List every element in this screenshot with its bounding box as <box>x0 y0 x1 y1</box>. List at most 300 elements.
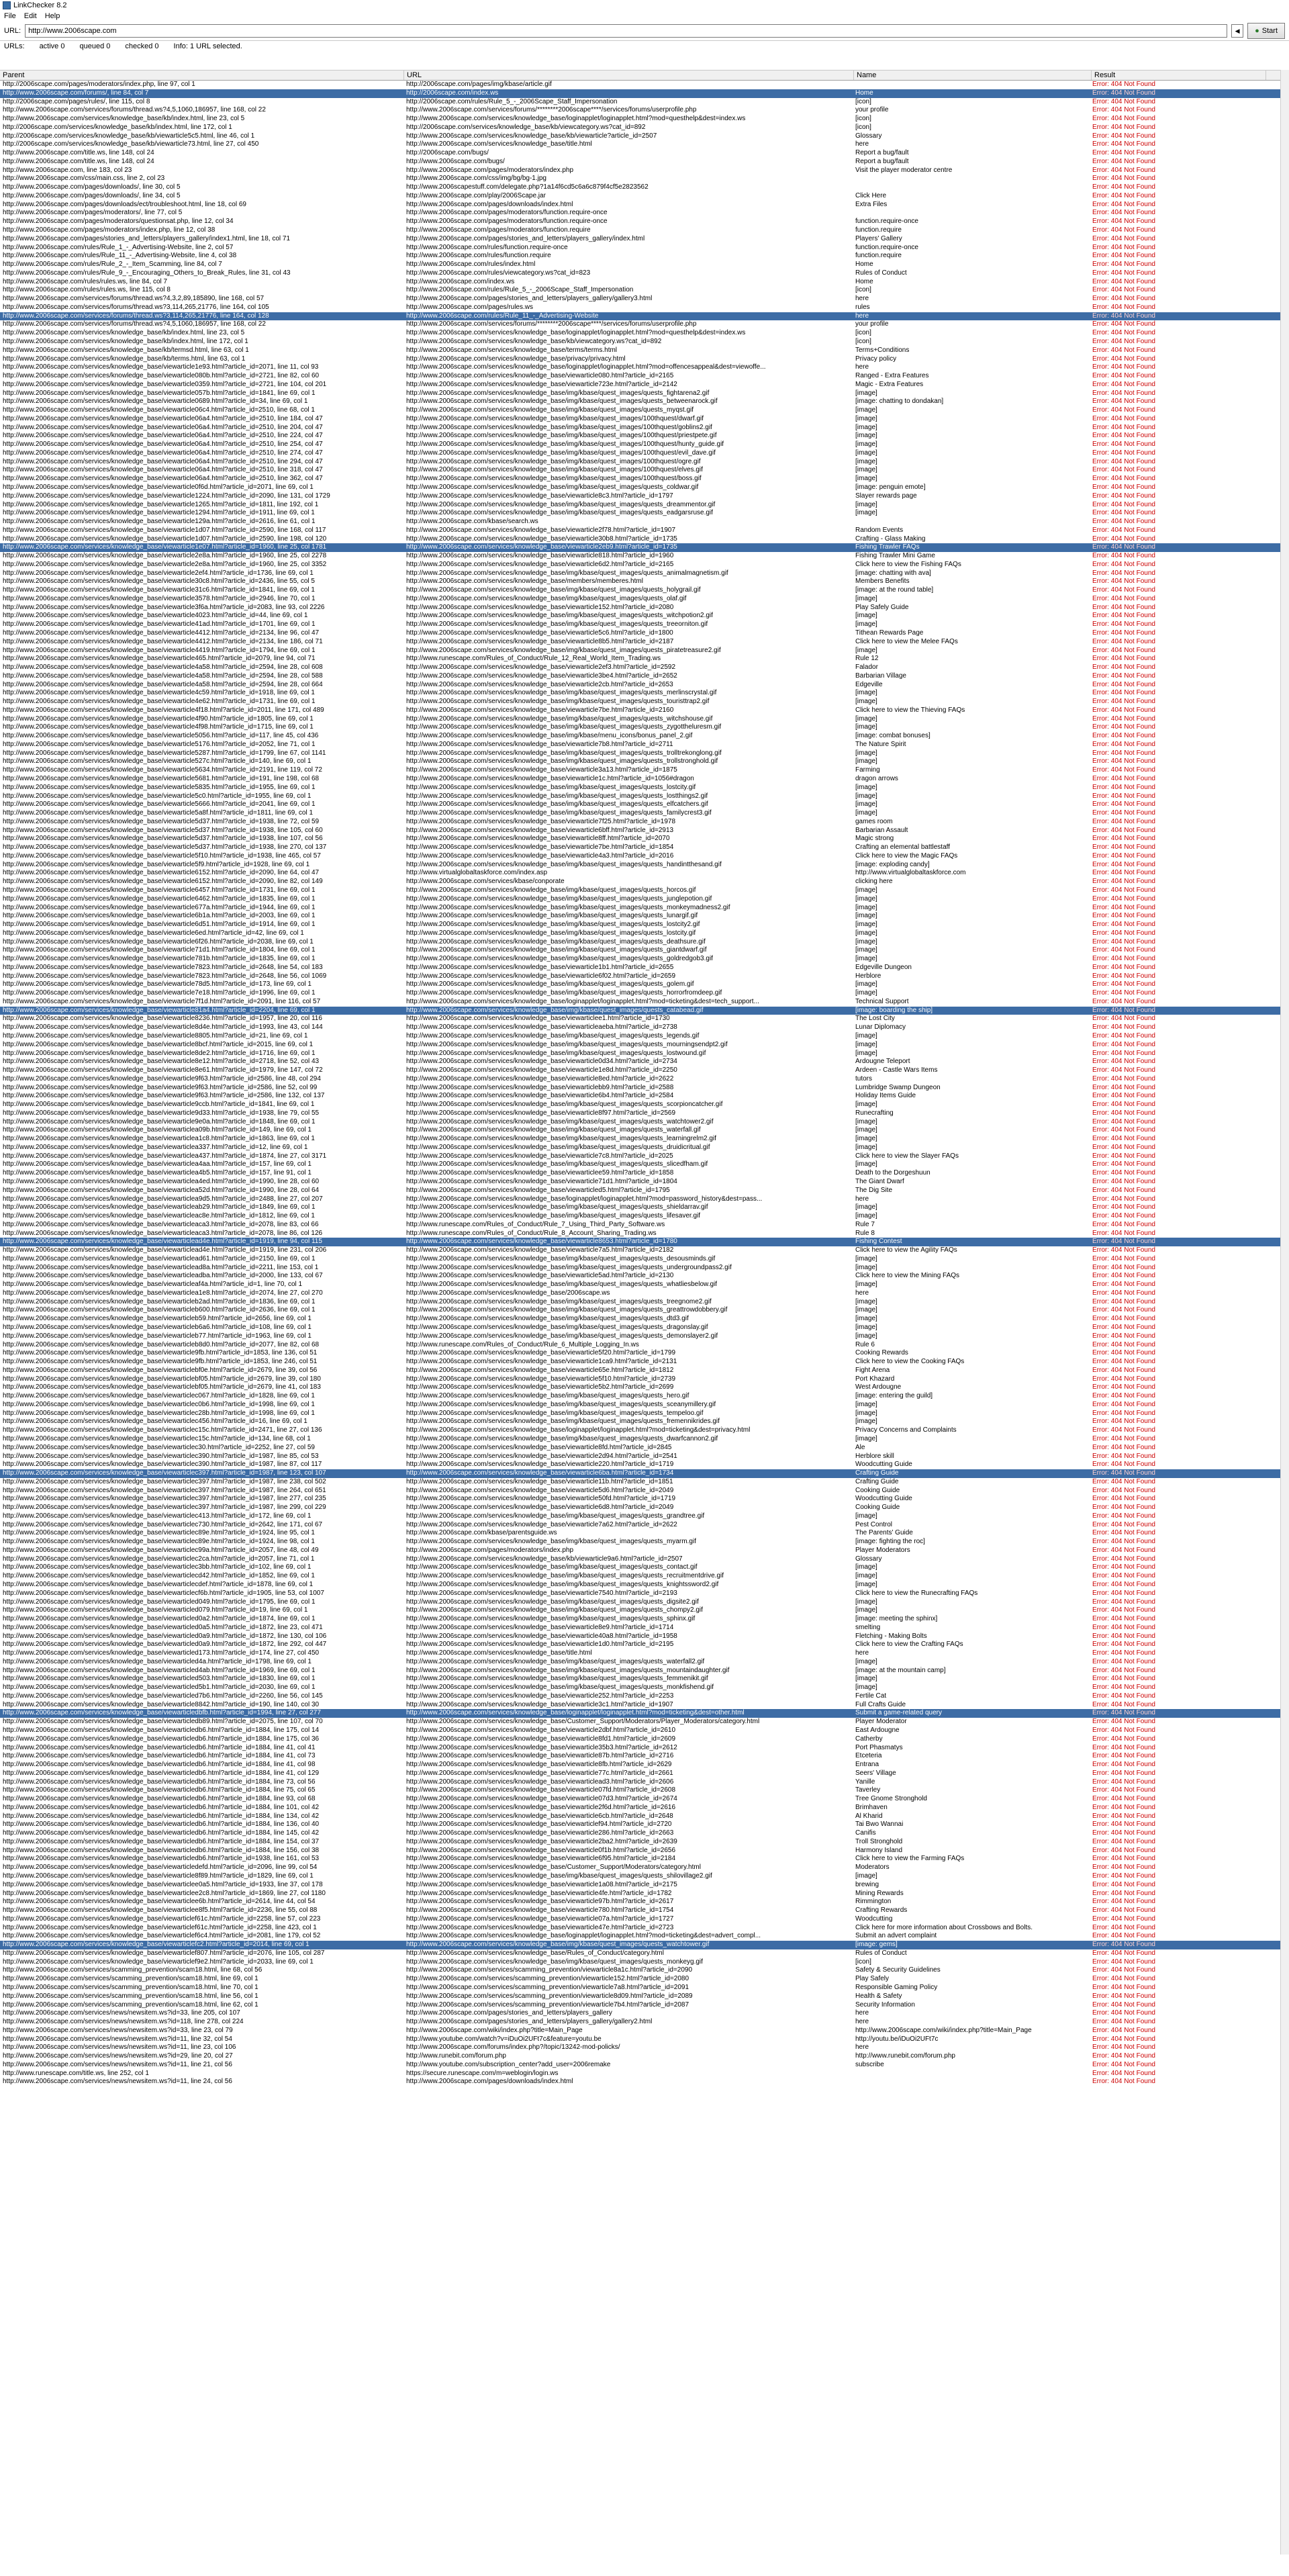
table-row[interactable] <box>0 2009 1289 2018</box>
table-row[interactable] <box>0 183 1289 192</box>
cell-result: Error: 404 Not Found <box>1092 1538 1155 1546</box>
table-row[interactable] <box>0 561 1289 569</box>
cell-result: Error: 404 Not Found <box>1092 175 1155 183</box>
cell-url: http://www.2006scape.com/services/knowledge_base/img/kbase/quest_images/quests_lostcity.gif <box>406 929 696 937</box>
table-row[interactable] <box>0 552 1289 561</box>
column-header-parent[interactable]: Parent <box>0 71 404 80</box>
table-row[interactable] <box>0 1992 1289 2001</box>
table-row[interactable] <box>0 1315 1289 1324</box>
table-row[interactable] <box>0 1632 1289 1641</box>
cell-name: [image] <box>855 1324 877 1332</box>
table-row[interactable] <box>0 1169 1289 1178</box>
table-row[interactable] <box>0 1821 1289 1829</box>
table-row[interactable] <box>0 1469 1289 1478</box>
table-row[interactable] <box>0 1769 1289 1778</box>
table-row[interactable] <box>0 1512 1289 1521</box>
table-row[interactable] <box>0 912 1289 921</box>
table-row[interactable] <box>0 320 1289 329</box>
table-row[interactable] <box>0 1135 1289 1144</box>
table-row[interactable] <box>0 329 1289 338</box>
table-row[interactable] <box>0 706 1289 715</box>
table-row[interactable] <box>0 604 1289 612</box>
table-row[interactable] <box>0 1521 1289 1530</box>
table-row[interactable] <box>0 1298 1289 1307</box>
table-row[interactable] <box>0 526 1289 535</box>
cell-url: http://www.2006scape.com/services/knowledge_base/viewarticle080.html?article_id=2165 <box>406 372 674 380</box>
cell-result: Error: 404 Not Found <box>1092 132 1155 140</box>
table-row[interactable] <box>0 741 1289 749</box>
table-row[interactable] <box>0 1675 1289 1684</box>
table-row[interactable] <box>0 1547 1289 1555</box>
table-row[interactable] <box>0 269 1289 278</box>
table-row[interactable] <box>0 1203 1289 1212</box>
cell-result: Error: 404 Not Found <box>1092 1666 1155 1674</box>
table-row[interactable] <box>0 1178 1289 1187</box>
cell-parent: http://www.2006scape.com/services/knowledge_base/viewarticlec28b.html?article_id=1998, line 69, col 1 <box>3 1409 315 1417</box>
table-row[interactable] <box>0 595 1289 604</box>
table-row[interactable] <box>0 1324 1289 1332</box>
table-row[interactable] <box>0 1238 1289 1246</box>
table-row[interactable] <box>0 998 1289 1007</box>
table-row[interactable] <box>0 1410 1289 1418</box>
table-row[interactable] <box>0 869 1289 878</box>
table-row[interactable] <box>0 492 1289 501</box>
table-row[interactable] <box>0 672 1289 681</box>
table-row[interactable] <box>0 218 1289 226</box>
table-row[interactable] <box>0 929 1289 938</box>
url-input[interactable] <box>25 24 1227 38</box>
vertical-scrollbar[interactable] <box>1280 70 1289 2555</box>
menu-edit[interactable]: Edit <box>23 12 37 20</box>
table-row[interactable] <box>0 809 1289 818</box>
table-row[interactable] <box>0 1023 1289 1032</box>
table-row[interactable] <box>0 2018 1289 2027</box>
table-row[interactable] <box>0 415 1289 424</box>
table-row[interactable] <box>0 689 1289 698</box>
table-row[interactable] <box>0 1881 1289 1890</box>
table-row[interactable] <box>0 1444 1289 1453</box>
table-row[interactable] <box>0 757 1289 766</box>
cell-url: http://www.2006scape.com/services/knowledge_base/viewarticle7be.html?article_id=1854 <box>406 843 674 852</box>
table-row[interactable] <box>0 663 1289 672</box>
table-row[interactable] <box>0 1941 1289 1949</box>
table-row[interactable] <box>0 723 1289 732</box>
table-row[interactable] <box>0 1435 1289 1444</box>
table-row[interactable] <box>0 1649 1289 1658</box>
table-row[interactable] <box>0 1658 1289 1667</box>
table-row[interactable] <box>0 2061 1289 2070</box>
table-row[interactable] <box>0 1306 1289 1315</box>
table-row[interactable] <box>0 1786 1289 1795</box>
table-row[interactable] <box>0 852 1289 861</box>
table-row[interactable] <box>0 878 1289 886</box>
cell-name: [image] <box>855 1563 877 1571</box>
table-row[interactable] <box>0 792 1289 801</box>
table-row[interactable] <box>0 938 1289 947</box>
cell-parent: http://www.2006scape.com/services/knowledge_base/viewarticle8e61.html?article_id=1979, line 147, col 72 <box>3 1066 323 1074</box>
table-row[interactable] <box>0 175 1289 183</box>
table-row[interactable] <box>0 2027 1289 2035</box>
table-row[interactable] <box>0 586 1289 595</box>
table-row[interactable] <box>0 1195 1289 1204</box>
table-row[interactable] <box>0 363 1289 372</box>
table-row[interactable] <box>0 1041 1289 1050</box>
table-row[interactable] <box>0 1478 1289 1487</box>
cell-url: http://www.2006scape.com/services/knowledge_base/viewarticle1e8d.html?article_id=2250 <box>406 1066 677 1074</box>
table-row[interactable] <box>0 1289 1289 1298</box>
table-row[interactable] <box>0 1563 1289 1572</box>
table-row[interactable] <box>0 1692 1289 1701</box>
table-row[interactable] <box>0 1949 1289 1958</box>
cell-name <box>853 518 1090 526</box>
cell-name: here <box>855 2009 869 2017</box>
table-row[interactable] <box>0 1847 1289 1855</box>
table-row[interactable] <box>0 261 1289 269</box>
table-row[interactable] <box>0 2070 1289 2078</box>
cell-result: Error: 404 Not Found <box>1092 1512 1155 1520</box>
table-row[interactable] <box>0 1761 1289 1769</box>
table-row[interactable] <box>0 681 1289 690</box>
table-row[interactable] <box>0 1598 1289 1607</box>
table-row[interactable] <box>0 904 1289 913</box>
table-row[interactable] <box>0 167 1289 175</box>
table-row[interactable] <box>0 1401 1289 1410</box>
table-row[interactable] <box>0 972 1289 981</box>
column-header-result[interactable]: Result <box>1092 71 1266 80</box>
table-row[interactable] <box>0 1709 1289 1718</box>
table-row[interactable] <box>0 509 1289 518</box>
table-row[interactable] <box>0 381 1289 389</box>
table-row[interactable] <box>0 355 1289 364</box>
table-row[interactable] <box>0 304 1289 312</box>
table-row[interactable] <box>0 655 1289 663</box>
table-row[interactable] <box>0 115 1289 124</box>
table-row[interactable] <box>0 1084 1289 1093</box>
table-row[interactable] <box>0 1624 1289 1632</box>
cell-name: Glossary <box>855 132 882 140</box>
table-row[interactable] <box>0 1615 1289 1624</box>
cell-url: http://www.2006scape.com/services/knowledge_base/img/kbase/quest_images/quests_sceanymillery.gif <box>406 1400 716 1408</box>
cell-name: Rule 7 <box>855 1220 875 1228</box>
column-header-url[interactable]: URL <box>404 71 854 80</box>
table-row[interactable] <box>0 578 1289 586</box>
table-row[interactable] <box>0 827 1289 835</box>
cell-url: http://www.2006scape.com/services/knowledge_base/img/kbase/quest_images/quests_coldwar.gif <box>406 483 699 491</box>
column-header-name[interactable]: Name <box>854 71 1092 80</box>
table-row[interactable] <box>0 980 1289 989</box>
table-row[interactable] <box>0 518 1289 526</box>
table-row[interactable] <box>0 432 1289 441</box>
table-row[interactable] <box>0 818 1289 827</box>
table-row[interactable] <box>0 1795 1289 1804</box>
table-row[interactable] <box>0 1727 1289 1735</box>
table-row[interactable] <box>0 638 1289 647</box>
table-row[interactable] <box>0 775 1289 784</box>
cell-result: Error: 404 Not Found <box>1092 1898 1155 1906</box>
table-row[interactable] <box>0 1667 1289 1675</box>
table-row[interactable] <box>0 278 1289 287</box>
table-row[interactable] <box>0 543 1289 552</box>
table-row[interactable] <box>0 2078 1289 2086</box>
table-row[interactable] <box>0 766 1289 775</box>
table-row[interactable] <box>0 1109 1289 1118</box>
table-row[interactable] <box>0 1255 1289 1264</box>
table-row[interactable] <box>0 1924 1289 1933</box>
table-row[interactable] <box>0 449 1289 458</box>
table-row[interactable] <box>0 201 1289 210</box>
table-row[interactable] <box>0 1066 1289 1075</box>
table-row[interactable] <box>0 800 1289 809</box>
cell-name: [image] <box>855 441 877 449</box>
table-row[interactable] <box>0 1152 1289 1161</box>
cell-url: http://www.2006scape.com/services/knowledge_base/members/memberes.html <box>406 578 643 586</box>
table-row[interactable] <box>0 1264 1289 1273</box>
table-row[interactable] <box>0 1221 1289 1230</box>
table-row[interactable] <box>0 338 1289 347</box>
table-row[interactable] <box>0 406 1289 415</box>
cell-result: Error: 404 Not Found <box>1092 1718 1155 1726</box>
table-row[interactable] <box>0 2043 1289 2052</box>
table-row[interactable] <box>0 1126 1289 1135</box>
table-row[interactable] <box>0 1890 1289 1898</box>
table-row[interactable] <box>0 372 1289 381</box>
table-row[interactable] <box>0 1058 1289 1066</box>
table-row[interactable] <box>0 1118 1289 1127</box>
table-row[interactable] <box>0 1778 1289 1787</box>
table-row[interactable] <box>0 1855 1289 1864</box>
table-row[interactable] <box>0 946 1289 955</box>
table-row[interactable] <box>0 252 1289 261</box>
table-row[interactable] <box>0 158 1289 167</box>
table-row[interactable] <box>0 1495 1289 1504</box>
table-row[interactable] <box>0 1187 1289 1195</box>
table-row[interactable] <box>0 1684 1289 1692</box>
table-row[interactable] <box>0 1906 1289 1915</box>
table-row[interactable] <box>0 81 1289 89</box>
table-row[interactable] <box>0 1050 1289 1058</box>
cell-result: Error: 404 Not Found <box>1092 1923 1155 1931</box>
table-row[interactable] <box>0 1212 1289 1221</box>
table-row[interactable] <box>0 1375 1289 1384</box>
table-row[interactable] <box>0 1101 1289 1109</box>
table-row[interactable] <box>0 2035 1289 2044</box>
table-row[interactable] <box>0 1392 1289 1401</box>
table-row[interactable] <box>0 441 1289 449</box>
table-row[interactable] <box>0 1461 1289 1469</box>
table-row[interactable] <box>0 1804 1289 1812</box>
table-row[interactable] <box>0 2052 1289 2061</box>
cell-name: [image] <box>855 1684 877 1692</box>
cell-result: Error: 404 Not Found <box>1092 1752 1155 1760</box>
table-row[interactable] <box>0 964 1289 972</box>
table-row[interactable] <box>0 1349 1289 1358</box>
table-row[interactable] <box>0 1752 1289 1761</box>
cell-name: Magic strong <box>855 835 894 843</box>
table-row[interactable] <box>0 484 1289 492</box>
cell-url: http://www.2006scape.com/services/knowledge_base/viewarticle50fd.html?article_id=1719 <box>406 1495 676 1503</box>
table-row[interactable] <box>0 1358 1289 1367</box>
table-row[interactable] <box>0 192 1289 201</box>
table-row[interactable] <box>0 286 1289 295</box>
table-row[interactable] <box>0 835 1289 843</box>
table-row[interactable] <box>0 347 1289 355</box>
table-row[interactable] <box>0 1426 1289 1435</box>
table-row[interactable] <box>0 715 1289 724</box>
table-row[interactable] <box>0 398 1289 406</box>
table-row[interactable] <box>0 226 1289 235</box>
table-row[interactable] <box>0 620 1289 629</box>
cell-result: Error: 404 Not Found <box>1092 89 1155 97</box>
table-row[interactable] <box>0 1332 1289 1341</box>
table-row[interactable] <box>0 698 1289 706</box>
table-row[interactable] <box>0 466 1289 475</box>
cell-result: Error: 404 Not Found <box>1092 672 1155 680</box>
start-button[interactable] <box>1247 23 1285 39</box>
table-row[interactable] <box>0 501 1289 510</box>
table-row[interactable] <box>0 1864 1289 1872</box>
table-row[interactable] <box>0 106 1289 115</box>
table-row[interactable] <box>0 1092 1289 1101</box>
cell-url: http://www.2006scape.com/services/forums/********2006scape****/services/forums/userprofile.php <box>406 106 697 114</box>
table-row[interactable] <box>0 732 1289 741</box>
cell-name: [image: combat bonuses] <box>855 732 930 740</box>
table-row[interactable] <box>0 1701 1289 1710</box>
table-row[interactable] <box>0 861 1289 870</box>
table-row[interactable] <box>0 1418 1289 1426</box>
cell-url: http://www.2006scape.com/pages/stories_and_letters/players_gallery/index.html <box>406 234 645 242</box>
table-row[interactable] <box>0 1829 1289 1838</box>
table-row[interactable] <box>0 1606 1289 1615</box>
table-row[interactable] <box>0 1075 1289 1084</box>
cell-parent: http://www.2006scape.com/services/knowledge_base/viewarticlec730.html?article_id=2642, line 171, col 67 <box>3 1520 323 1528</box>
table-row[interactable] <box>0 1735 1289 1744</box>
table-row[interactable] <box>0 1744 1289 1753</box>
table-row[interactable] <box>0 475 1289 484</box>
table-row[interactable] <box>0 1144 1289 1152</box>
table-row[interactable] <box>0 1641 1289 1649</box>
cell-url: https://secure.runescape.com/m=weblogin/login.ws <box>406 2069 559 2077</box>
table-row[interactable] <box>0 124 1289 132</box>
table-row[interactable] <box>0 1958 1289 1967</box>
cell-url: http://www.2006scape.com/services/knowledge_base/viewarticle1a08.html?article_id=2175 <box>406 1880 677 1888</box>
table-row[interactable] <box>0 132 1289 141</box>
table-row[interactable] <box>0 1383 1289 1392</box>
table-row[interactable] <box>0 1341 1289 1350</box>
table-row[interactable] <box>0 1581 1289 1590</box>
table-row[interactable] <box>0 535 1289 544</box>
cell-url: http://www.2006scape.com/services/knowledge_base/viewarticle6ba.html?article_id=1734 <box>406 1469 674 1477</box>
table-row[interactable] <box>0 1367 1289 1375</box>
table-row[interactable] <box>0 1538 1289 1547</box>
cell-name: Taverley <box>855 1786 881 1794</box>
cell-name: [image] <box>855 457 877 465</box>
menu-help[interactable]: Help <box>44 12 60 20</box>
table-row[interactable] <box>0 312 1289 321</box>
table-row[interactable] <box>0 1966 1289 1975</box>
table-row[interactable] <box>0 921 1289 929</box>
cell-result: Error: 404 Not Found <box>1092 1864 1155 1872</box>
cell-url: http://www.2006scape.com/services/knowledge_base/img/kbase/quest_images/quests_mourningsendpt2.gif <box>406 1040 728 1048</box>
table-row[interactable] <box>0 1872 1289 1881</box>
table-row[interactable] <box>0 1529 1289 1538</box>
table-header <box>0 70 1289 81</box>
table-row[interactable] <box>0 1932 1289 1941</box>
table-row[interactable] <box>0 1007 1289 1015</box>
table-row[interactable] <box>0 209 1289 218</box>
cell-result: Error: 404 Not Found <box>1092 2035 1155 2043</box>
table-row[interactable] <box>0 295 1289 304</box>
table-row[interactable] <box>0 612 1289 620</box>
table-row[interactable] <box>0 2001 1289 2010</box>
table-row[interactable] <box>0 1272 1289 1281</box>
menu-file[interactable]: File <box>4 12 16 20</box>
table-row[interactable] <box>0 1572 1289 1581</box>
table-row[interactable] <box>0 1975 1289 1984</box>
cell-url: http://www.2006scape.com/services/knowledge_base/img/kbase/quest_images/quests_shilovillage2.gif <box>406 1872 712 1880</box>
cell-parent: http://2006scape.com/services/knowledge_base/kb/index.html, line 172, col 1 <box>3 123 232 131</box>
table-row[interactable] <box>0 1160 1289 1169</box>
table-row[interactable] <box>0 647 1289 655</box>
table-row[interactable] <box>0 140 1289 149</box>
table-row[interactable] <box>0 389 1289 398</box>
table-row[interactable] <box>0 1984 1289 1992</box>
table-row[interactable] <box>0 955 1289 964</box>
cell-name: Barbarian Village <box>855 672 906 680</box>
cell-result: Error: 404 Not Found <box>1092 594 1155 602</box>
table-row[interactable] <box>0 569 1289 578</box>
cell-parent: http://www.2006scape.com/services/knowledge_base/viewarticledb6.html?article_id=1884, line 41, col 73 <box>3 1752 316 1760</box>
table-row[interactable] <box>0 989 1289 998</box>
cell-name: Report a bug/fault <box>855 149 909 157</box>
table-row[interactable] <box>0 149 1289 158</box>
table-row[interactable] <box>0 843 1289 852</box>
table-row[interactable] <box>0 886 1289 895</box>
table-row[interactable] <box>0 1032 1289 1041</box>
cell-parent: http://www.2006scape.com/services/knowledge_base/viewarticle7823.html?article_id=2648, line 56, col 1069 <box>3 972 327 980</box>
table-row[interactable] <box>0 244 1289 252</box>
cell-parent: http://www.2006scape.com/services/knowledge_base/viewarticle1294.html?article_id=1911, line 69, col 1 <box>3 509 315 517</box>
table-row[interactable] <box>0 749 1289 758</box>
url-dropdown-icon[interactable]: ◀ <box>1231 24 1243 38</box>
table-row[interactable] <box>0 98 1289 107</box>
cell-name: Catherby <box>855 1735 883 1743</box>
cell-url: http://www.2006scape.com/services/knowledge_base/img/kbase/quest_images/quests_lifesaver.gif <box>406 1212 701 1220</box>
table-row[interactable] <box>0 895 1289 904</box>
table-row[interactable] <box>0 458 1289 467</box>
table-row[interactable] <box>0 1812 1289 1821</box>
table-row[interactable] <box>0 1898 1289 1906</box>
table-row[interactable] <box>0 1718 1289 1727</box>
table-row[interactable] <box>0 235 1289 244</box>
table-row[interactable] <box>0 1590 1289 1598</box>
table-row[interactable] <box>0 1838 1289 1847</box>
table-row[interactable] <box>0 1504 1289 1512</box>
table-row[interactable] <box>0 89 1289 98</box>
cell-result: Error: 404 Not Found <box>1092 1795 1155 1803</box>
table-row[interactable] <box>0 629 1289 638</box>
table-row[interactable] <box>0 784 1289 792</box>
table-row[interactable] <box>0 1487 1289 1496</box>
table-row[interactable] <box>0 1230 1289 1238</box>
table-row[interactable] <box>0 1453 1289 1461</box>
table-row[interactable] <box>0 1281 1289 1289</box>
cell-name: [image] <box>855 783 877 791</box>
table-row[interactable] <box>0 1915 1289 1924</box>
table-row[interactable] <box>0 1015 1289 1023</box>
table-row[interactable] <box>0 1246 1289 1255</box>
table-row[interactable] <box>0 1555 1289 1564</box>
table-row[interactable] <box>0 424 1289 432</box>
